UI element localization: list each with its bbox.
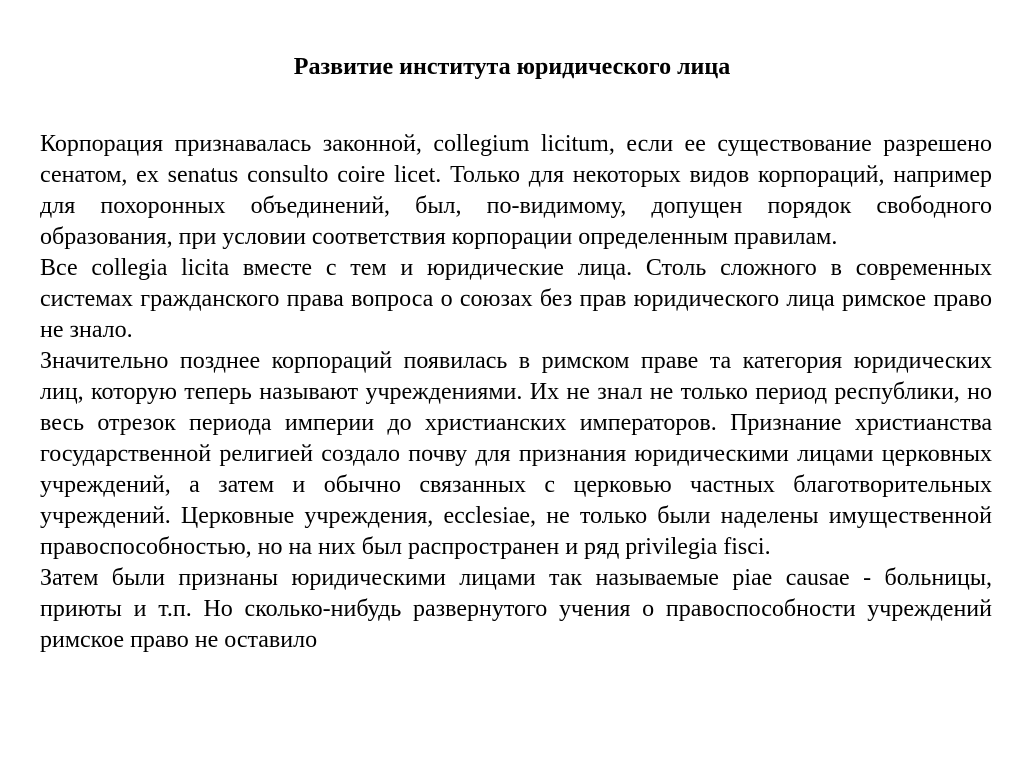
slide-title: Развитие института юридического лица [293,54,731,80]
paragraph-2: Все collegia licita вместе с тем и юридические лица. Столь сложного в современных системах гражданского права вопроса о союзах без прав юридического лица римское право не знало. [40,255,992,343]
paragraph-1: Корпорация признавалась законной, collegium licitum, если ее существование разрешено сенатом, ex senatus consulto coire licet. Только для некоторых видов корпораций, например для похоронных объединений, был, по-видимому, допущен порядок свободного образования, при условии соответствия корпорации определенным правилам. [40,131,992,250]
paragraph-4: Затем были признаны юридическими лицами так называемые piae causae - больницы, приюты и т.п. Но сколько-нибудь развернутого учения о правоспособности учреждений римское право не оставило [40,565,992,653]
slide-body [40,129,992,656]
paragraph-3: Значительно позднее корпораций появилась в римском праве та категория юридических лиц, которую теперь называют учреждениями. Их не знал не только период республики, но весь отрезок периода империи до христианских императоров. Признание христианства государственной религией создало почву для признания юридическими лицами церковных учреждений, а затем и обычно связанных с церковью частных благотворительных учреждений. Церковные учреждения, ecclesiae, не только были наделены имущественной правоспособностью, но на них был распространен и ряд privilegia fisci. [40,348,992,560]
